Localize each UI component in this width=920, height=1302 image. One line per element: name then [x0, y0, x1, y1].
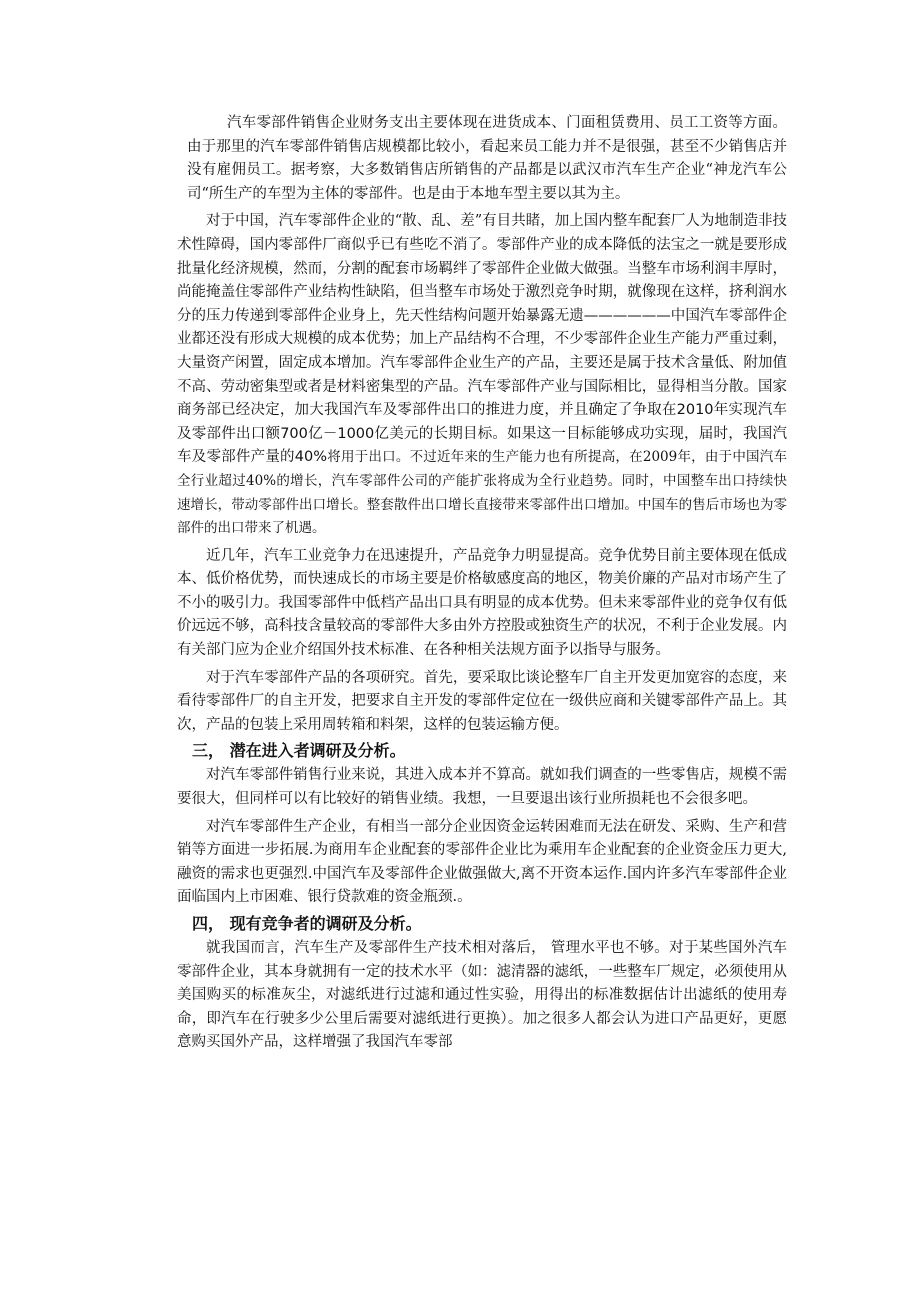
paragraph-product-research: 对于汽车零部件产品的各项研究。首先，要采取比谈论整车厂自主开发更加宽容的态度，来看待零部件厂的自主开发，把要求自主开发的零部件定位在一级供应商和关键零部件产品上。其次，产品的包装上采用周转箱和料架，这样的包装运输方便。	[177, 669, 787, 733]
paragraph-industry-structure-text: 对于中国，汽车零部件企业的“散、乱、差”有目共睹，加上国内整车配套厂人为地制造非技术性障碍，国内零部件厂商似乎已有些吃不消了。零部件产业的成本降低的法宝之一就是要形成批量化经济规模，然而，分割的配套市场羁绊了零部件企业做大做强。当整车市场利润丰厚时，尚能掩盖住零部件产业结构性缺陷，但当整车市场处于激烈竞争时期，就像现在这样，挤利润水分的压力传递到零部件企业身上，先天性结构问题开始暴露无遗——————中国汽车零部件企业都还没有形成大规模的成本优势；加上产品结构不合理，不少零部件企业生产能力严重过剩，大量资产闲置，固定成本增加。汽车零部件企业生产的产品，主要还是属于技术含量低、附加值不高、劳动密集型或者是材料密集型的产品。汽车零部件产业与国际相比，显得相当分散。国家商务部已经决定，加大我国汽车及零部件出口的推进力度，并且确定了争取在	[177, 213, 787, 419]
paragraph-financial-expenses: 汽车零部件销售企业财务支出主要体现在进货成本、门面租赁费用、员工工资等方面。由于那里的汽车零部件销售店规模都比较小，看起来员工能力并不是很强，甚至不少销售店并没有雇佣员工。据考察，大多数销售店所销售的产品都是以武汉市汽车生产企业“神龙汽车公司“所生产的车型为主体的零部件。也是由于本地车型主要以其为主。	[187, 115, 787, 202]
paragraph-capital-pressure: 对汽车零部件生产企业，有相当一部分企业因资金运转困难而无法在研发、采购、生产和营销等方面进一步拓展.为商用车企业配套的零部件企业比为乘用车企业配套的企业资金压力更大,融资的需求也更强烈.中国汽车及零部件企业做强做大,离不开资本运作.国内许多汽车零部件企业面临国内上市困难、银行贷款难的资金瓶颈.。	[177, 818, 787, 906]
paragraph-competitiveness: 近几年，汽车工业竞争力在迅速提升，产品竞争力明显提高。竞争优势目前主要体现在低成本、低价格优势，而快速成长的市场主要是价格敏感度高的地区，物美价廉的产品对市场产生了不小的吸引力。我国零部件中低档产品出口具有明显的成本优势。但未来零部件业的竞争仅有低价远远不够，高科技含量较高的零部件大多由外方控股或独资生产的状况，不利于企业发展。内有关部门应为企业介绍国外技术标准、在各种相关法规方面予以指导与服务。	[177, 547, 787, 659]
paragraph-entry-cost: 对汽车零部件销售行业来说，其进入成本并不算高。就如我们调查的一些零售店，规模不需要很大，但同样可以有比较好的销售业绩。我想，一旦要退出该行业所损耗也不会很多吧。	[177, 767, 787, 808]
text-segment: 年，由于中国汽车全行业超过	[177, 449, 787, 489]
text-segment: 年实现汽车及零部件出口额	[177, 402, 788, 442]
value-40-percent: 40%	[294, 449, 328, 466]
text-segment: 亿－	[307, 425, 338, 442]
value-700: 700	[280, 425, 308, 442]
paragraph-existing-competitors: 就我国而言，汽车生产及零部件生产技术相对落后， 管理水平也不够。对于某些国外汽车零部件企业，其本身就拥有一定的技术水平（如：滤清器的滤纸，一些整车厂规定，必须使用从美国购买的标准灰尘，对滤纸进行过滤和通过性实验，用得出的标准数据估计出滤纸的使用寿命，即汽车在行驶多少公里后需要对滤纸进行更换）。加之很多人都会认为进口产品更好，更愿意购买国外产品，这样增强了我国汽车零部	[177, 940, 787, 1051]
text-segment: 的增长，汽车零部件公司的产能扩张将成为全行业趋势。同时，中国整车出口持续快速增长，带动零部件出口增长。整套散件出口增长直接带来零部件出口增加。中国车的售后市场也为零部件的出口带来了机遇。	[177, 472, 788, 537]
document-page	[177, 112, 787, 1055]
text-segment: 亿美元的长期目标。如果这一目标能够成功实现，届时，我国汽车及零部件产量的	[177, 425, 788, 466]
value-40-percent-growth: 40%	[246, 472, 277, 489]
section-heading-potential-entrants: 三， 潜在进入者调研及分析。	[192, 741, 406, 761]
year-2010: 2010	[676, 402, 714, 419]
year-2009: 2009	[642, 449, 678, 466]
value-1000: 1000	[337, 425, 375, 442]
paragraph-industry-structure	[177, 210, 787, 540]
section-heading-existing-competitors: 四， 现有竞争者的调研及分析。	[192, 914, 422, 933]
text-segment: 将用于出口。不过近年来的生产能力也有所提高，在	[327, 449, 643, 466]
